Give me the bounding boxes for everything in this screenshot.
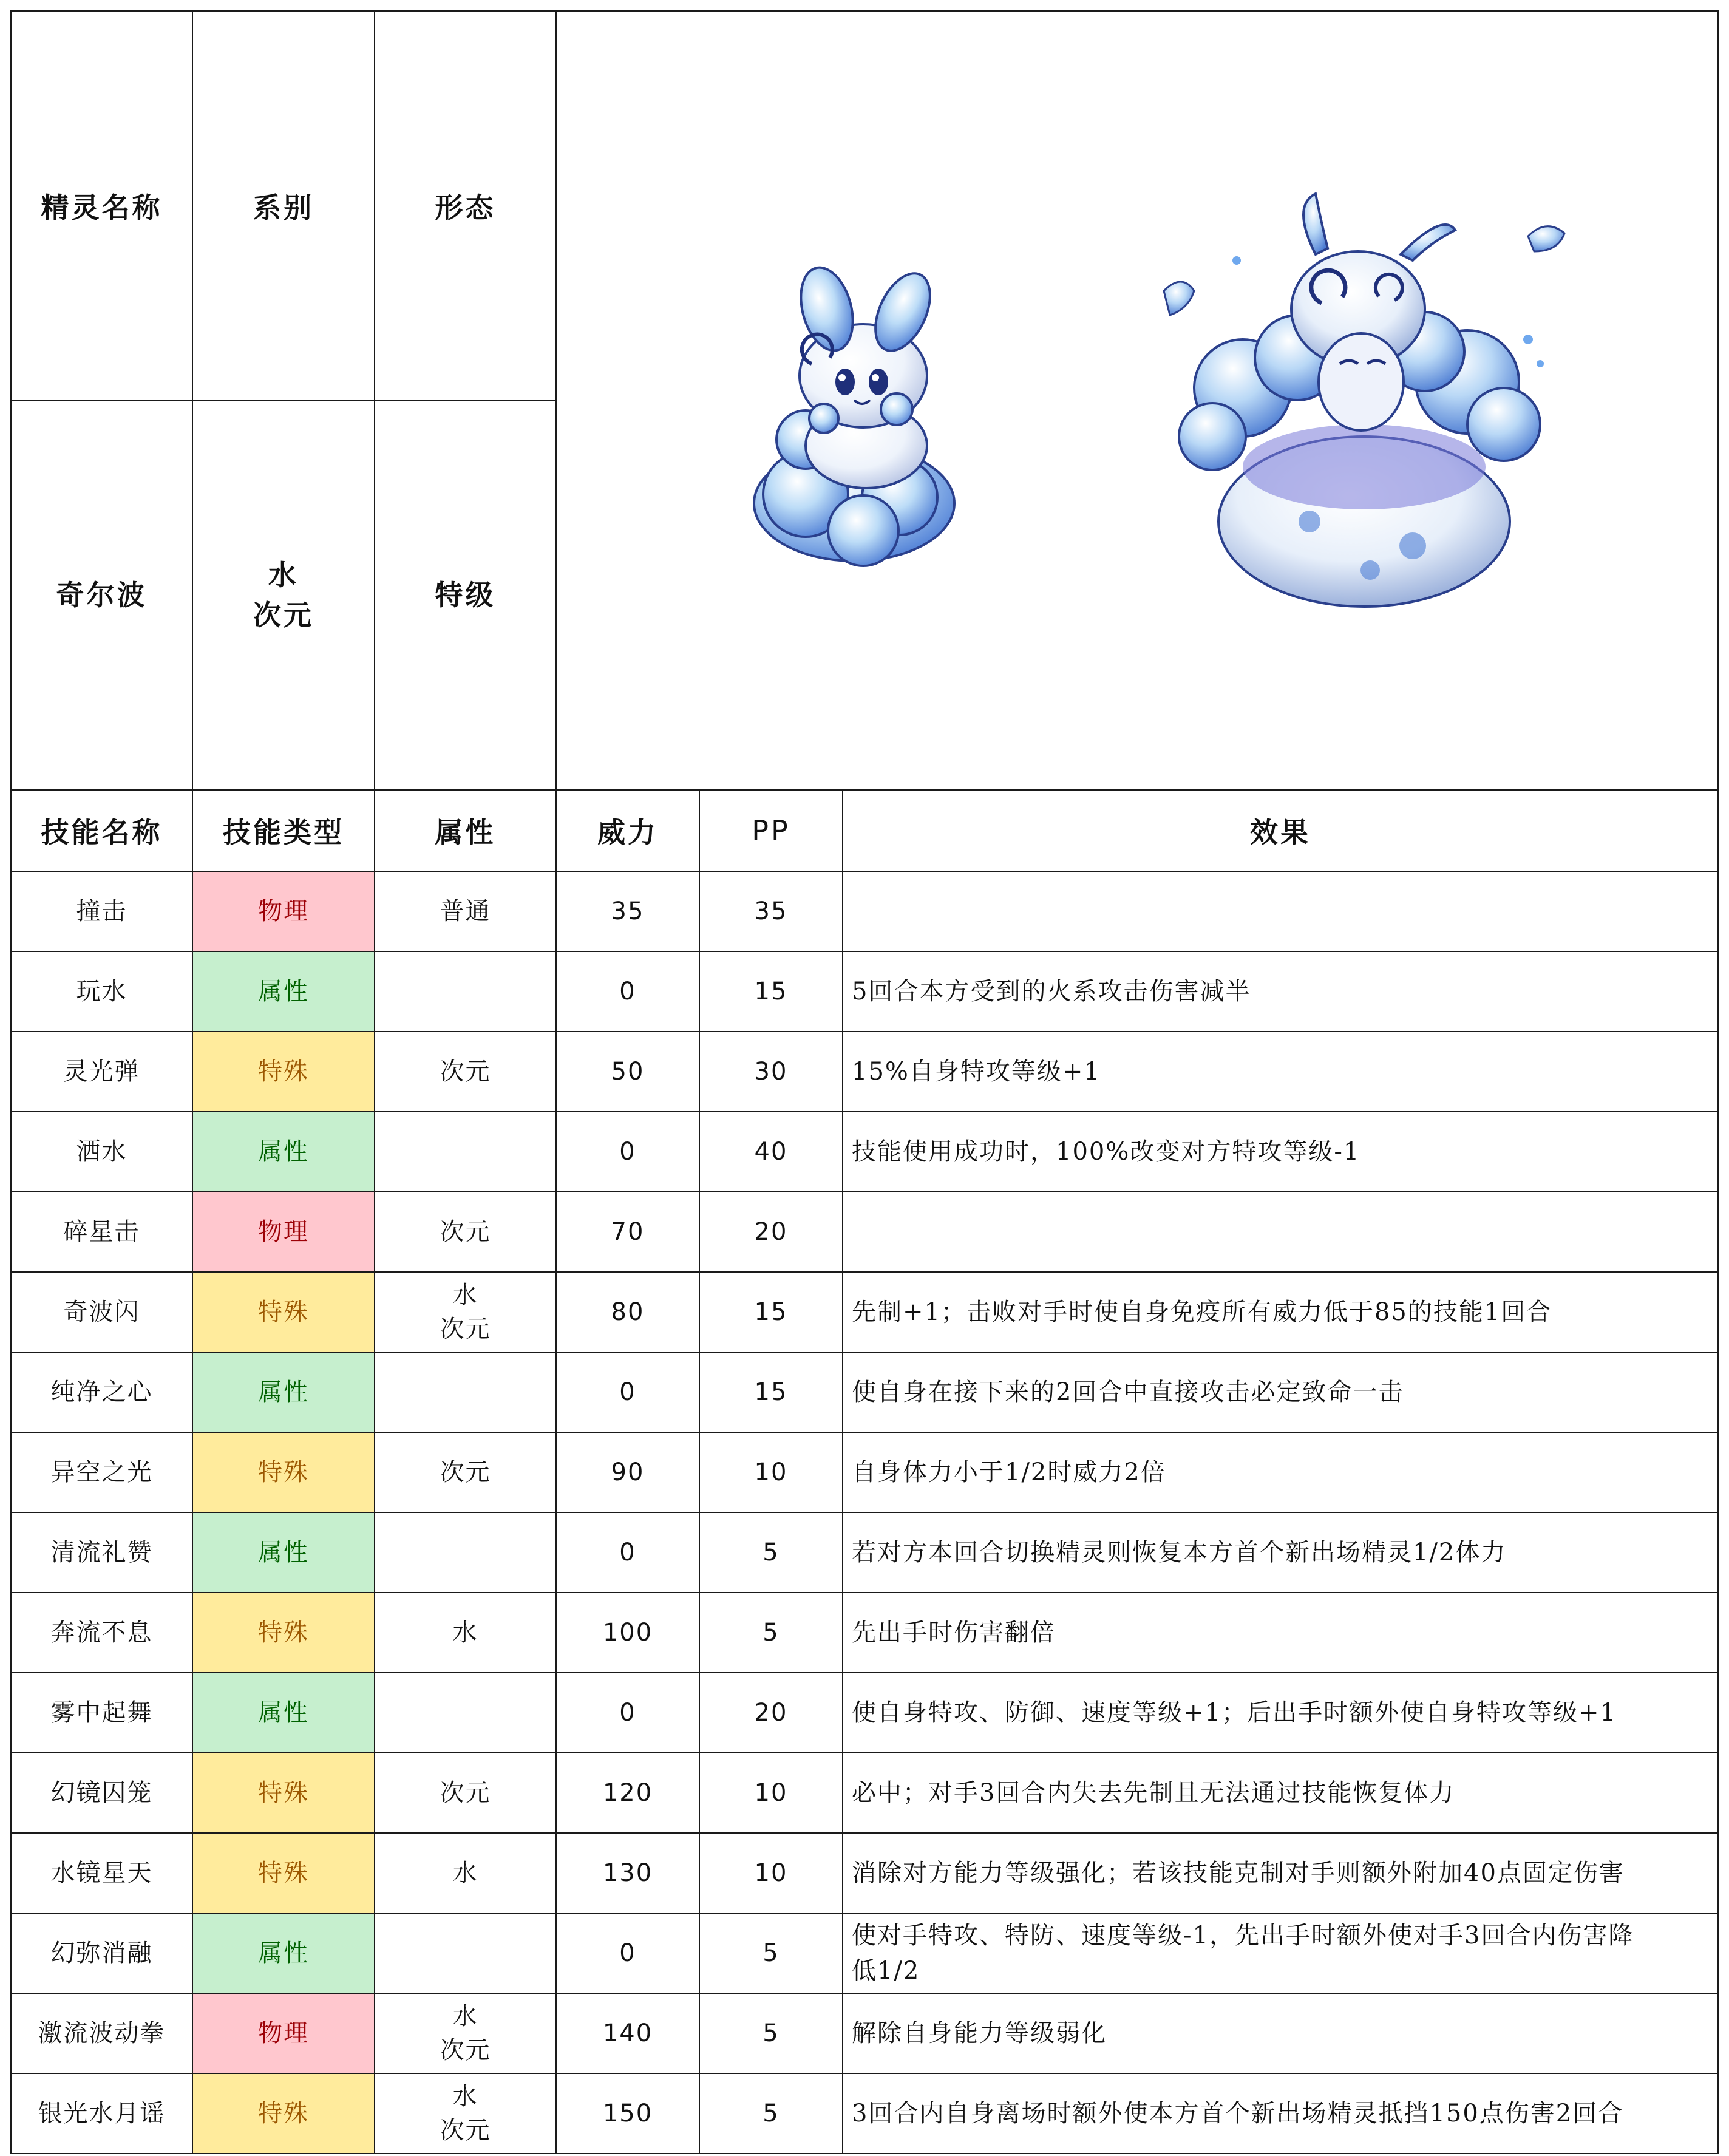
skill-row (11, 1753, 1718, 1833)
skill-power: 100 (556, 1593, 699, 1673)
skill-attribute-value: 次元 (440, 2117, 491, 2144)
skill-attribute-value: 次元 (440, 1218, 491, 1246)
skill-row (11, 1833, 1718, 1913)
skill-name: 纯净之心 (11, 1352, 192, 1432)
skill-category: 特殊 (192, 1593, 375, 1673)
skill-pp: 20 (699, 1192, 843, 1272)
skill-power: 80 (556, 1272, 699, 1352)
skill-category: 物理 (192, 871, 375, 951)
skill-pp: 15 (699, 951, 843, 1032)
skill-name: 碎星击 (11, 1192, 192, 1272)
skill-pp: 5 (699, 1993, 843, 2073)
skill-pp: 10 (699, 1432, 843, 1512)
skill-category: 特殊 (192, 1032, 375, 1112)
skill-pp: 10 (699, 1753, 843, 1833)
skill-row (11, 2073, 1718, 2154)
skill-name: 洒水 (11, 1112, 192, 1192)
skill-power: 70 (556, 1192, 699, 1272)
skill-row (11, 951, 1718, 1032)
skill-power: 90 (556, 1432, 699, 1512)
skill-attribute-header: 属性 (375, 790, 556, 871)
skill-name: 异空之光 (11, 1432, 192, 1512)
skill-name: 银光水月谣 (11, 2073, 192, 2154)
pet-form-header: 形态 (375, 11, 556, 400)
skill-attribute (375, 1112, 556, 1192)
skill-name: 幻弥消融 (11, 1913, 192, 1993)
skill-effect: 自身体力小于1/2时威力2倍 (843, 1432, 1718, 1512)
skill-name: 激流波动拳 (11, 1993, 192, 2073)
skill-category: 特殊 (192, 2073, 375, 2154)
skill-attribute-value: 次元 (440, 1058, 491, 1086)
pet-type-1: 水 (268, 559, 299, 591)
pet-form: 特级 (375, 400, 556, 790)
skill-row (11, 1512, 1718, 1593)
pet-type-2: 次元 (253, 599, 314, 631)
skill-category: 属性 (192, 1673, 375, 1753)
skill-power: 140 (556, 1993, 699, 2073)
skill-attribute (375, 1913, 556, 1993)
pet-name: 奇尔波 (11, 400, 192, 790)
skill-attribute-value: 水 (452, 1619, 478, 1647)
skill-effect: 使自身特攻、防御、速度等级+1；后出手时额外使自身特攻等级+1 (843, 1673, 1718, 1753)
skill-effect (843, 871, 1718, 951)
skill-row (11, 1913, 1718, 1993)
skill-pp: 35 (699, 871, 843, 951)
skill-attribute (375, 871, 556, 951)
skill-category: 特殊 (192, 1272, 375, 1352)
skill-pp-header: PP (699, 790, 843, 871)
skill-attribute-value: 水 (452, 2002, 478, 2030)
small-form-sprite (739, 254, 970, 570)
pet-name-header: 精灵名称 (11, 11, 192, 400)
skill-power: 0 (556, 1512, 699, 1593)
skill-effect-header: 效果 (843, 790, 1718, 871)
skill-attribute (375, 1993, 556, 2073)
skill-attribute-value: 水 (452, 1281, 478, 1309)
skill-effect: 消除对方能力等级强化；若该技能克制对手则额外附加40点固定伤害 (843, 1833, 1718, 1913)
skill-effect-line: 低1/2 (852, 1957, 920, 1985)
skill-name: 幻镜囚笼 (11, 1753, 192, 1833)
skill-category: 特殊 (192, 1753, 375, 1833)
skill-category: 属性 (192, 1913, 375, 1993)
skill-category: 特殊 (192, 1833, 375, 1913)
skill-attribute-value: 水 (452, 2083, 478, 2110)
skill-name: 奇波闪 (11, 1272, 192, 1352)
skill-attribute (375, 951, 556, 1032)
skill-attribute (375, 1192, 556, 1272)
skill-power: 0 (556, 1352, 699, 1432)
skill-category: 属性 (192, 1352, 375, 1432)
skill-effect: 5回合本方受到的火系攻击伤害减半 (843, 951, 1718, 1032)
skill-name: 雾中起舞 (11, 1673, 192, 1753)
skill-attribute (375, 2073, 556, 2154)
skill-pp: 10 (699, 1833, 843, 1913)
skill-row (11, 1032, 1718, 1112)
large-form-sprite (1140, 182, 1589, 619)
skill-power: 130 (556, 1833, 699, 1913)
pet-skill-table (10, 10, 1719, 2154)
skill-category: 属性 (192, 1512, 375, 1593)
skill-power: 120 (556, 1753, 699, 1833)
skill-pp: 20 (699, 1673, 843, 1753)
skill-row (11, 1352, 1718, 1432)
skill-name: 奔流不息 (11, 1593, 192, 1673)
skill-effect: 技能使用成功时，100%改变对方特攻等级-1 (843, 1112, 1718, 1192)
skill-sheet (10, 10, 1717, 2151)
skill-category: 特殊 (192, 1432, 375, 1512)
skill-attribute (375, 1272, 556, 1352)
skill-row (11, 871, 1718, 951)
skill-category: 属性 (192, 951, 375, 1032)
pet-type-header: 系别 (192, 11, 375, 400)
skills-header-row (11, 790, 1718, 871)
skill-effect-line: 使对手特攻、特防、速度等级-1，先出手时额外使对手3回合内伤害降 (852, 1922, 1634, 1950)
skill-pp: 15 (699, 1272, 843, 1352)
skill-attribute (375, 1032, 556, 1112)
skill-category: 物理 (192, 1192, 375, 1272)
skill-name: 撞击 (11, 871, 192, 951)
skill-attribute-value: 次元 (440, 2036, 491, 2064)
skill-row (11, 1192, 1718, 1272)
skill-power: 0 (556, 1673, 699, 1753)
skill-pp: 5 (699, 1913, 843, 1993)
skill-effect: 若对方本回合切换精灵则恢复本方首个新出场精灵1/2体力 (843, 1512, 1718, 1593)
skill-attribute-value: 次元 (440, 1458, 491, 1486)
skill-power-header: 威力 (556, 790, 699, 871)
skill-power: 50 (556, 1032, 699, 1112)
skill-row (11, 1272, 1718, 1352)
skill-power: 0 (556, 951, 699, 1032)
skill-name: 水镜星天 (11, 1833, 192, 1913)
skill-pp: 40 (699, 1112, 843, 1192)
skill-name: 清流礼赞 (11, 1512, 192, 1593)
skill-pp: 30 (699, 1032, 843, 1112)
skill-power: 0 (556, 1913, 699, 1993)
skill-attribute (375, 1593, 556, 1673)
skill-row (11, 1112, 1718, 1192)
skill-power: 35 (556, 871, 699, 951)
skill-row (11, 1673, 1718, 1753)
skill-power: 0 (556, 1112, 699, 1192)
pet-header-row (11, 11, 1718, 400)
skill-name: 玩水 (11, 951, 192, 1032)
skill-effect: 先制+1；击败对手时使自身免疫所有威力低于85的技能1回合 (843, 1272, 1718, 1352)
skill-power: 150 (556, 2073, 699, 2154)
pet-image-cell (556, 11, 1718, 790)
skill-attribute (375, 1432, 556, 1512)
skill-category: 属性 (192, 1112, 375, 1192)
skill-pp: 5 (699, 2073, 843, 2154)
skill-effect: 必中；对手3回合内失去先制且无法通过技能恢复体力 (843, 1753, 1718, 1833)
skill-effect: 3回合内自身离场时额外使本方首个新出场精灵抵挡150点伤害2回合 (843, 2073, 1718, 2154)
skill-attribute-value: 水 (452, 1859, 478, 1887)
skill-attribute (375, 1352, 556, 1432)
skill-row (11, 1432, 1718, 1512)
skill-row (11, 1993, 1718, 2073)
skill-pp: 5 (699, 1593, 843, 1673)
skill-attribute (375, 1673, 556, 1753)
skill-attribute-value: 普通 (440, 897, 491, 925)
skill-attribute (375, 1753, 556, 1833)
pet-types (192, 400, 375, 790)
skill-attribute-value: 次元 (440, 1315, 491, 1343)
skill-attribute (375, 1833, 556, 1913)
skill-pp: 15 (699, 1352, 843, 1432)
skill-effect (843, 1192, 1718, 1272)
skill-name-header: 技能名称 (11, 790, 192, 871)
skill-effect: 先出手时伤害翻倍 (843, 1593, 1718, 1673)
skill-attribute-value: 次元 (440, 1779, 491, 1807)
skill-effect: 使自身在接下来的2回合中直接攻击必定致命一击 (843, 1352, 1718, 1432)
skill-effect (843, 1913, 1718, 1993)
skill-name: 灵光弹 (11, 1032, 192, 1112)
skill-row (11, 1593, 1718, 1673)
skill-category: 物理 (192, 1993, 375, 2073)
skill-pp: 5 (699, 1512, 843, 1593)
skill-effect: 15%自身特攻等级+1 (843, 1032, 1718, 1112)
skill-effect: 解除自身能力等级弱化 (843, 1993, 1718, 2073)
skill-attribute (375, 1512, 556, 1593)
skill-category-header: 技能类型 (192, 790, 375, 871)
